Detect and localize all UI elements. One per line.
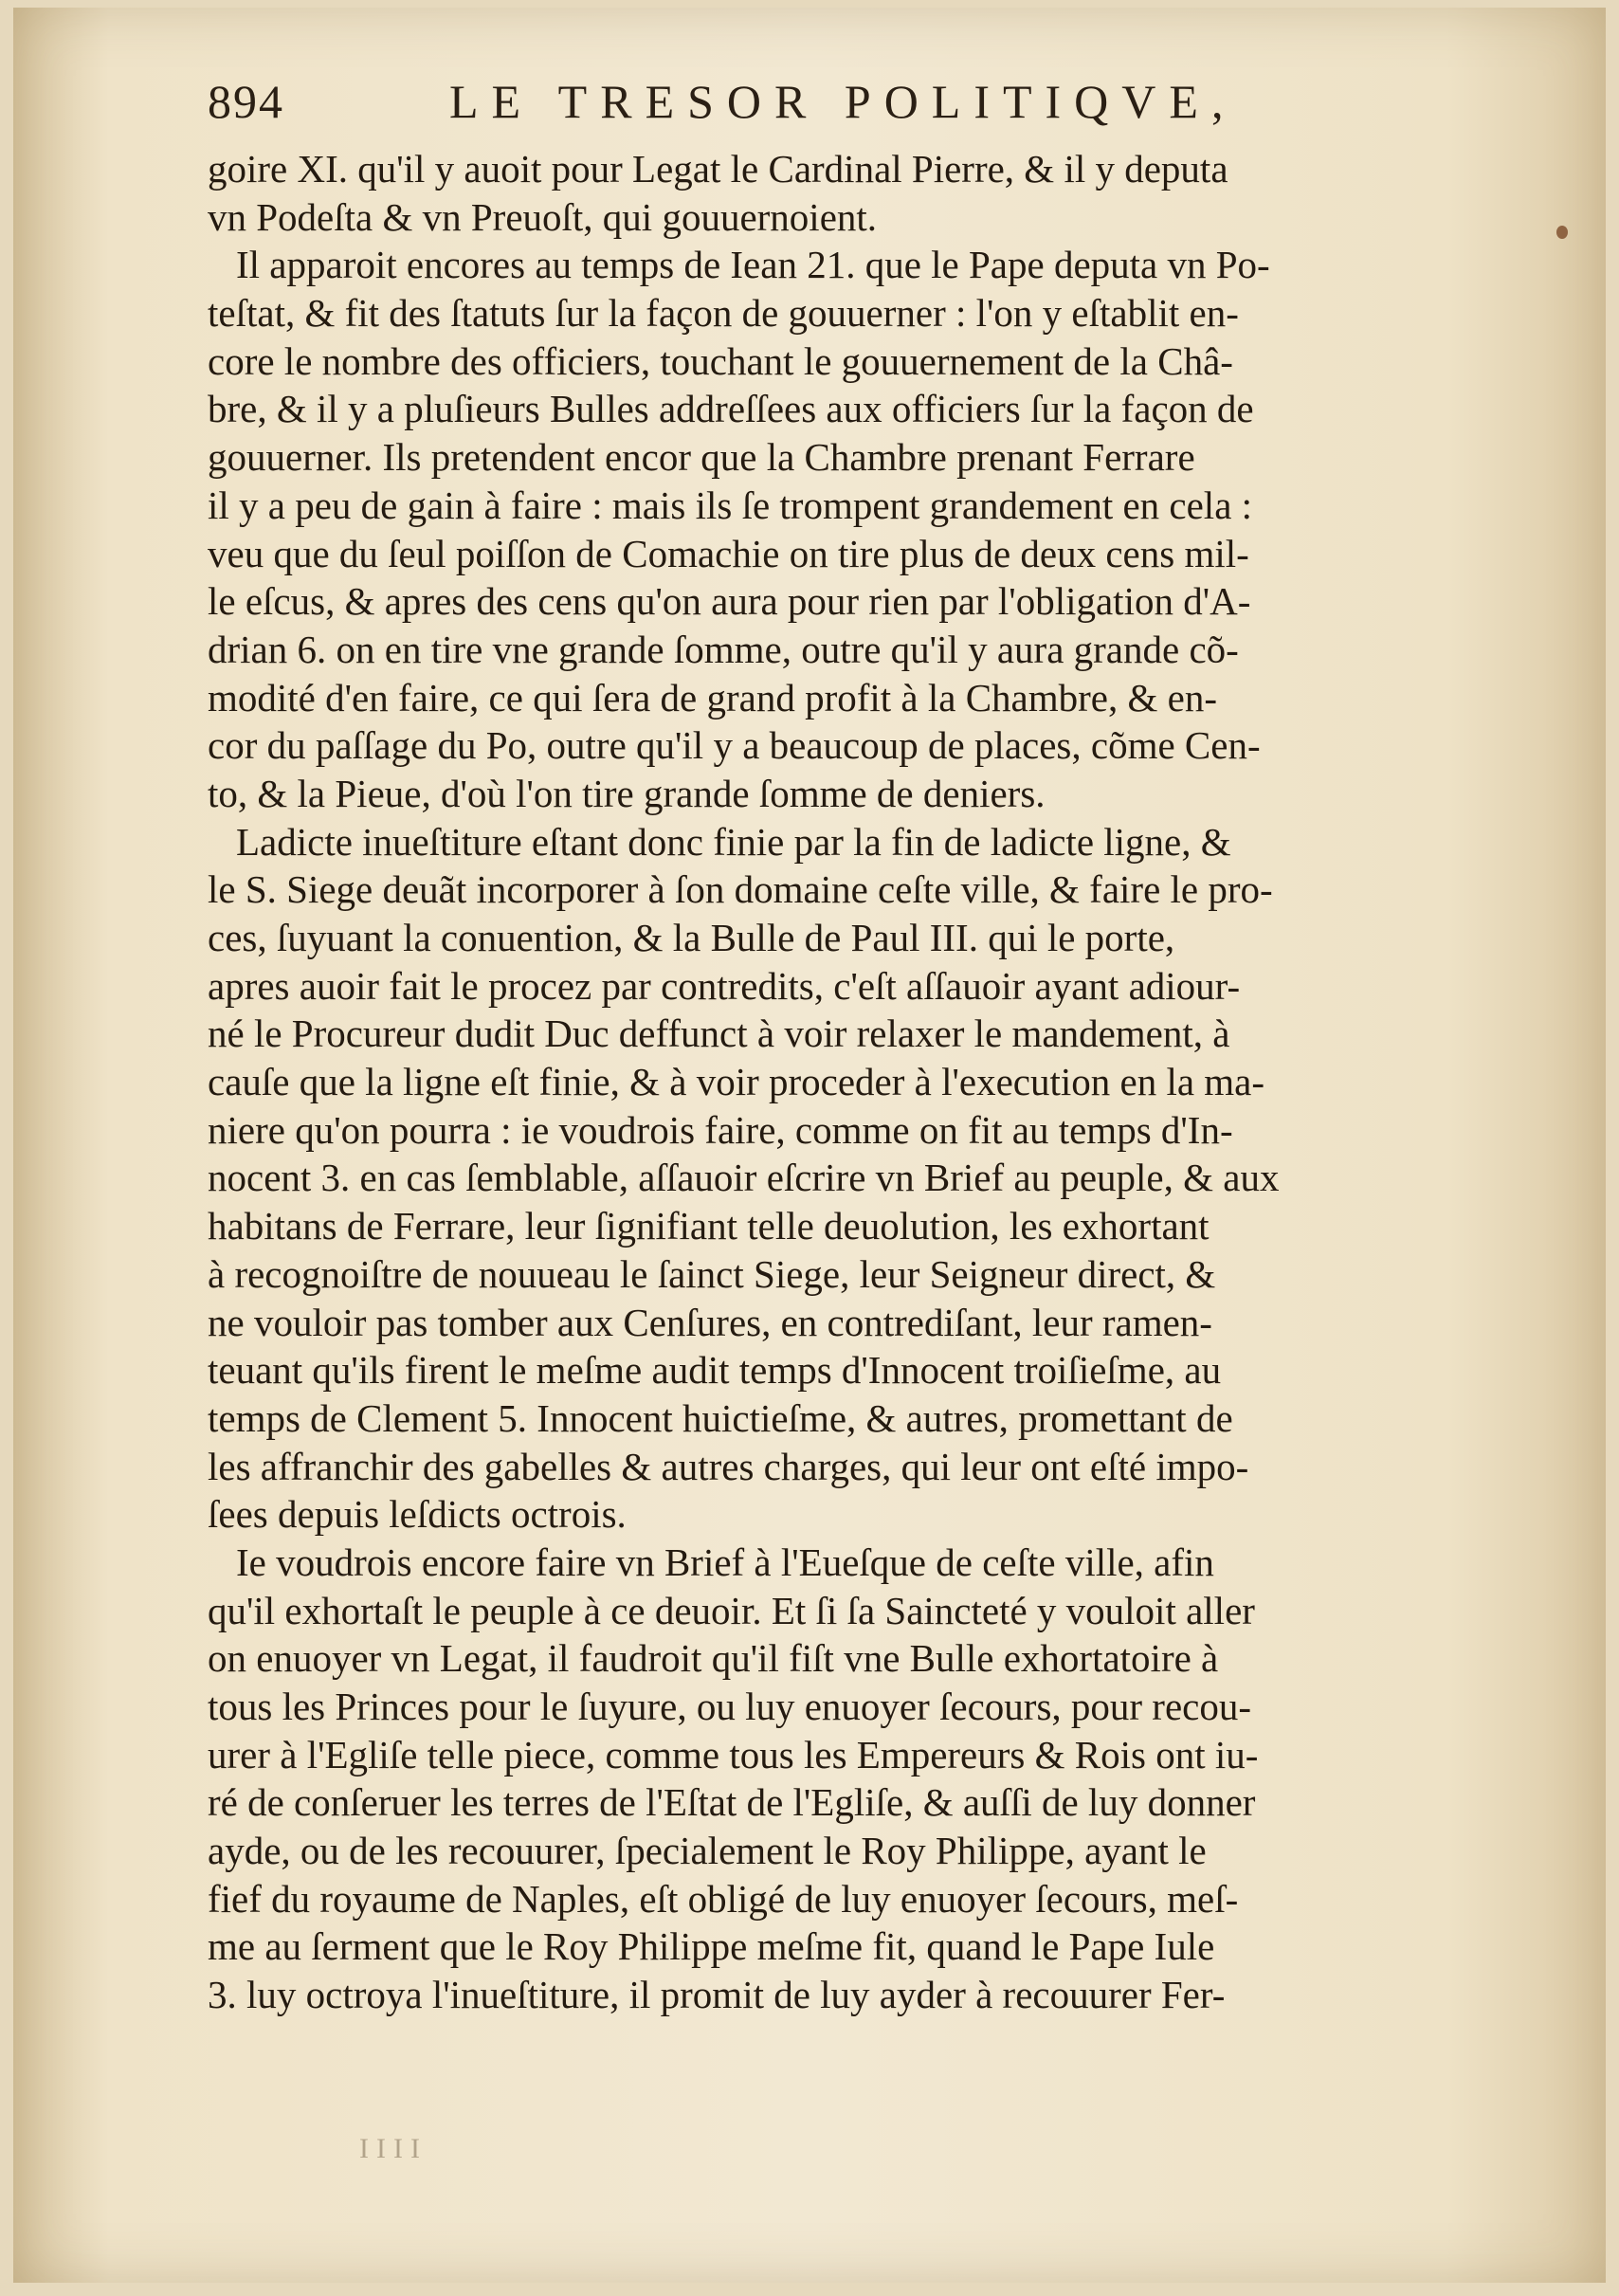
text-line: né le Procureur dudit Duc deffunct à voir relaxer le mandement, à: [208, 1011, 1230, 1056]
text-line: habitans de Ferrare, leur ſignifiant telle deuolution, les exhortant: [208, 1204, 1210, 1248]
text-line: teuant qu'ils firent le meſme audit temps d'Innocent troiſieſme, au: [208, 1348, 1222, 1393]
text-line: 3. luy octroya l'inueſtiture, il promit de luy ayder à recouurer Fer-: [208, 1973, 1226, 2017]
running-title: LE TRESOR POLITIQVE,: [449, 75, 1237, 128]
text-line: fief du royaume de Naples, eſt obligé de luy enuoyer ſecours, meſ-: [208, 1876, 1239, 1921]
text-line: tous les Princes pour le ſuyure, ou luy enuoyer ſecours, pour recou-: [208, 1685, 1252, 1728]
text-line: me au ſerment que le Roy Philippe meſme fit, quand le Pape Iule: [208, 1924, 1215, 1969]
text-line: niere qu'on pourra : ie voudrois faire, comme on fit au temps d'In-: [208, 1107, 1233, 1152]
text-line: temps de Clement 5. Innocent huictieſme, & autres, promettant de: [208, 1395, 1233, 1440]
text-line: Ladicte inueſtiture eſtant donc finie par la fin de ladicte ligne, &: [236, 819, 1231, 864]
text-line: nocent 3. en cas ſemblable, aſſauoir eſcrire vn Brief au peuple, & aux: [208, 1156, 1280, 1200]
text-line: on enuoyer vn Legat, il faudroit qu'il fiſt vne Bulle exhortatoire à: [208, 1636, 1219, 1681]
text-line: gouuerner. Ils pretendent encor que la Chambre prenant Ferrare: [208, 435, 1195, 480]
text-line: vn Podeſta & vn Preuoſt, qui gouuernoient.: [208, 194, 878, 239]
text-line: le eſcus, & apres des cens qu'on aura pour rien par l'obligation d'A-: [208, 579, 1251, 624]
text-line: le S. Siege deuãt incorporer à ſon domaine ceſte ville, & faire le pro-: [208, 867, 1273, 912]
text-line: urer à l'Egliſe telle piece, comme tous les Empereurs & Rois ont iu-: [208, 1732, 1259, 1777]
text-line: Il apparoit encores au temps de Iean 21. que le Pape deputa vn Po-: [236, 243, 1270, 287]
text-line: goire XI. qu'il y auoit pour Legat le Cardinal Pierre, & il y deputa: [208, 147, 1228, 191]
signature-mark: IIII: [359, 2133, 427, 2164]
text-line: to, & la Pieue, d'où l'on tire grande ſomme de deniers.: [208, 771, 1046, 815]
text-line: cauſe que la ligne eſt finie, & à voir proceder à l'execution en la ma-: [208, 1060, 1265, 1104]
page-header: [208, 64, 1478, 140]
text-line: il y a peu de gain à faire : mais ils ſe trompent grandement en cela :: [208, 483, 1253, 527]
body-text: [208, 145, 1506, 2019]
page-number: 894: [208, 75, 284, 128]
text-line: apres auoir fait le procez par contredits, c'eſt aſſauoir ayant adiour-: [208, 963, 1241, 1008]
text-line: ré de conſeruer les terres de l'Eſtat de l'Egliſe, & auſſi de luy donner: [208, 1780, 1256, 1825]
text-line: ſees depuis leſdicts octrois.: [208, 1492, 627, 1537]
text-line: core le nombre des officiers, touchant le gouuernement de la Châ-: [208, 338, 1233, 383]
text-line: à recognoiſtre de nouueau le ſainct Siege, leur Seigneur direct, &: [208, 1251, 1216, 1296]
text-line: Ie voudrois encore faire vn Brief à l'Eueſque de ceſte ville, afin: [236, 1540, 1214, 1584]
text-line: ayde, ou de les recouurer, ſpecialement le Roy Philippe, ayant le: [208, 1829, 1207, 1873]
text-line: qu'il exhortaſt le peuple à ce deuoir. Et ſi ſa Saincteté y vouloit aller: [208, 1588, 1255, 1632]
text-line: bre, & il y a pluſieurs Bulles addreſſees aux officiers ſur la façon de: [208, 387, 1254, 431]
text-line: modité d'en faire, ce qui ſera de grand profit à la Chambre, & en-: [208, 675, 1217, 720]
text-line: les affranchir des gabelles & autres charges, qui leur ont eſté impo-: [208, 1444, 1249, 1488]
ink-stain: [1556, 226, 1568, 239]
text-line: veu que du ſeul poiſſon de Comachie on tire plus de deux cens mil-: [208, 531, 1249, 575]
text-line: ces, ſuyuant la conuention, & la Bulle de Paul III. qui le porte,: [208, 916, 1175, 959]
book-page: [13, 8, 1606, 2283]
text-line: drian 6. on en tire vne grande ſomme, outre qu'il y aura grande cõ-: [208, 627, 1239, 671]
text-line: ne vouloir pas tomber aux Cenſures, en contrediſant, leur ramen-: [208, 1300, 1212, 1344]
text-line: teſtat, & fit des ſtatuts ſur la façon de gouuerner : l'on y eſtablit en-: [208, 291, 1239, 336]
text-line: cor du paſſage du Po, outre qu'il y a beaucoup de places, cõme Cen-: [208, 723, 1261, 768]
